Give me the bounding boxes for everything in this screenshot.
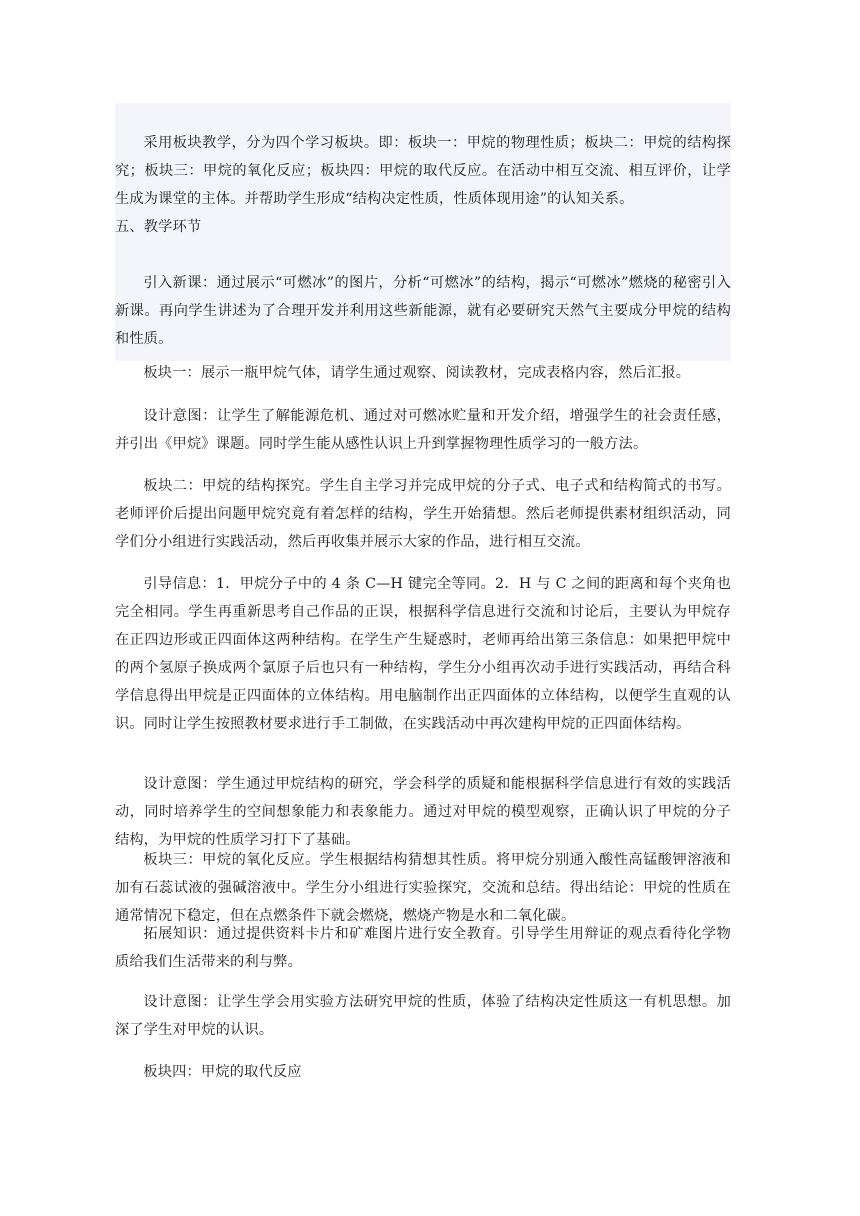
block2-paragraph: 板块二：甲烷的结构探究。学生自主学习并完成甲烷的分子式、电子式和结构简式的书写。老师评价后提出问题甲烷究竟有着怎样的结构，学生开始猜想。然后老师提供素材组织活动，同学们分小组进行实践活动，然后再收集并展示大家的作品，进行相互交流。	[115, 478, 731, 550]
guide-info-paragraph: 引导信息：1．甲烷分子中的 4 条 C—H 键完全等同。2．H 与 C 之间的距离和每个夹角也完全相同。学生再重新思考自己作品的正误，根据科学信息进行交流和讨论后，主要认为甲烷存在正四边形或正四面体这两种结构。在学生产生疑惑时，老师再给出第三条信息：如果把甲烷中的两个氢原子换成两个氯原子后也只有一种结构，学生分小组再次动手进行实践活动，再结合科学信息得出甲烷是正四面体的立体结构。用电脑制作出正四面体的立体结构，以便学生直观的认识。同时让学生按照教材要求进行手工制做，在实践活动中再次建构甲烷的正四面体结构。	[115, 576, 731, 732]
block3-paragraph: 板块三：甲烷的氧化反应。学生根据结构猜想其性质。将甲烷分别通入酸性高锰酸钾溶液和加有石蕊试液的强碱溶液中。学生分小组进行实验探究，交流和总结。得出结论：甲烷的性质在通常情况下稳定，但在点燃条件下就会燃烧，燃烧产物是水和二氧化碳。	[115, 852, 731, 924]
block1-paragraph: 板块一：展示一瓶甲烷气体，请学生通过观察、阅读教材，完成表格内容，然后汇报。	[143, 365, 691, 381]
block4-paragraph: 板块四：甲烷的取代反应	[143, 1064, 302, 1080]
design2-paragraph: 设计意图：学生通过甲烷结构的研究，学会科学的质疑和能根据科学信息进行有效的实践活动，同时培养学生的空间想象能力和表象能力。通过对甲烷的模型观察，正确认识了甲烷的分子结构，为甲烷的性质学习打下了基础。	[115, 776, 731, 848]
extend-paragraph: 拓展知识：通过提供资料卡片和矿难图片进行安全教育。引导学生用辩证的观点看待化学物质给我们生活带来的利与弊。	[115, 926, 731, 970]
design3-paragraph: 设计意图：让学生学会用实验方法研究甲烷的性质，体验了结构决定性质这一有机思想。加深了学生对甲烷的认识。	[115, 994, 731, 1038]
design1-paragraph: 设计意图：让学生了解能源危机、通过对可燃冰贮量和开发介绍，增强学生的社会责任感，并引出《甲烷》课题。同时学生能从感性认识上升到掌握物理性质学习的一般方法。	[115, 408, 731, 452]
intro-paragraph: 采用板块教学，分为四个学习板块。即：板块一：甲烷的物理性质；板块二：甲烷的结构探究；板块三：甲烷的氧化反应；板块四：甲烷的取代反应。在活动中相互交流、相互评价，让学生成为课堂的主体。并帮助学生形成“结构决定性质，性质体现用途”的认知关系。	[115, 135, 731, 207]
section-heading: 五、教学环节	[115, 219, 202, 235]
new-lesson-paragraph: 引入新课：通过展示“可燃冰”的图片，分析“可燃冰”的结构，揭示“可燃冰”燃烧的秘密引入新课。再向学生讲述为了合理开发并利用这些新能源，就有必要研究天然气主要成分甲烷的结构和性质。	[115, 275, 731, 347]
